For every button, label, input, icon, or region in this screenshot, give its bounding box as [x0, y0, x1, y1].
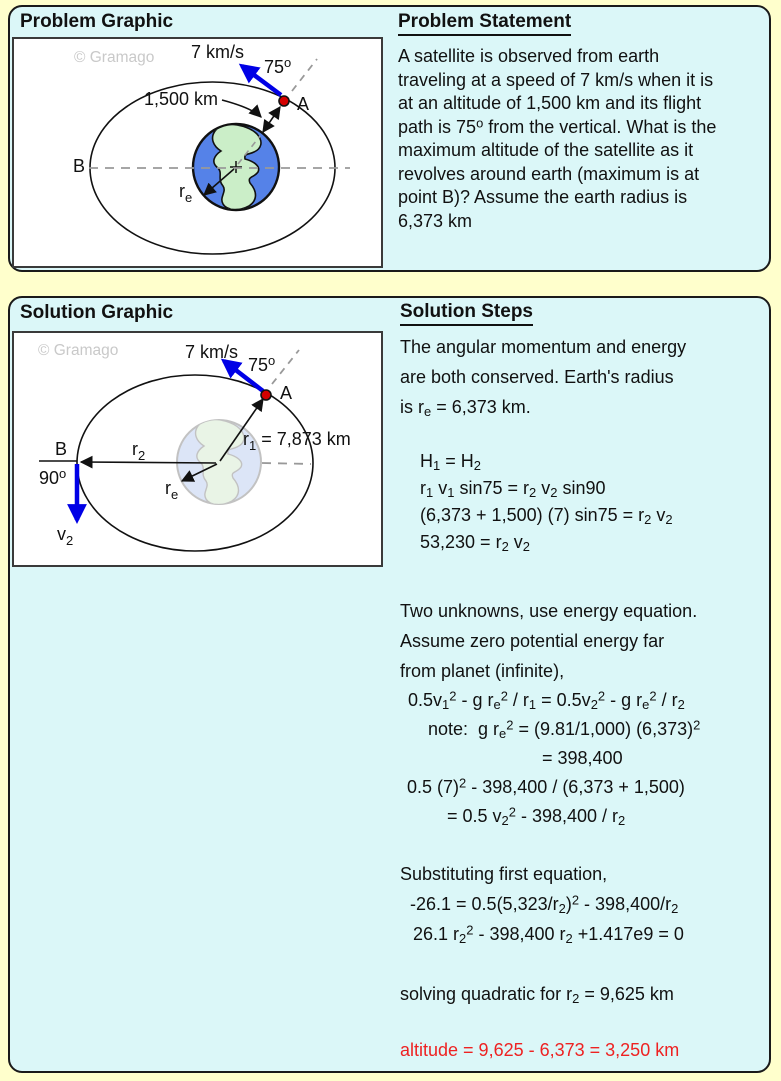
steps-line: $-26.1 = 0.5(5,323/r_2)^2 - 398,400/r_2$ — [410, 892, 679, 916]
altitude-leader — [222, 100, 261, 117]
earth-radius-label: $r_e$ — [165, 478, 179, 502]
steps-line: $53,230 = r_2$ $v_2$ — [420, 532, 531, 554]
steps-line: is $r_e = 6,373$ km. — [400, 397, 531, 419]
watermark: © Gramago — [74, 49, 155, 66]
r1-label: $r_1 = 7,873$ km — [243, 429, 351, 453]
steps-line: solving quadratic for $r_2 = 9,625$ km — [400, 984, 674, 1006]
steps-block — [400, 596, 772, 686]
statement-line: point B)? Assume the earth radius is — [398, 187, 688, 207]
steps-line: Substituting first equation, — [400, 864, 608, 884]
earth-radius-label: $r_e$ — [179, 181, 193, 205]
steps-line: note: g $r_e^2 = (9.81/1,000)$ $(6,373)^2$ — [428, 717, 701, 741]
steps-line: $H_1 = H_2$ — [420, 451, 481, 473]
steps-block — [400, 332, 772, 422]
statement-line: maximum altitude of the satellite as it — [398, 140, 694, 160]
steps-line: = 398,400 — [542, 748, 623, 768]
steps-line: are both conserved. Earth's radius — [400, 367, 674, 387]
velocity-label: 7 km/s — [191, 42, 245, 62]
statement-line: 6,373 km — [398, 210, 473, 231]
statement-line: A satellite is observed from earth — [398, 46, 660, 66]
point-a-label: A — [280, 383, 293, 403]
point-b-label: B — [73, 156, 86, 176]
solution-steps-heading: Solution Steps — [400, 301, 533, 326]
steps-line: $r_1$ $v_1$ $\sin 75 = r_2$ $v_2$ sin90 — [420, 478, 606, 500]
steps-line: = 0.5 $v_2^2 - 398,400 / r_2$ — [447, 804, 626, 828]
angle-label: 75$^o$ — [248, 353, 276, 375]
point-a-label: A — [297, 94, 310, 114]
b-angle-label: 90$^o$ — [39, 466, 67, 488]
point-a-dot — [261, 390, 271, 400]
solution-diagram — [14, 333, 381, 565]
altitude-label: 1,500 km — [144, 89, 219, 109]
steps-line: 0.5 $(7)^2 - 398,400 / (6,373 + 1,500)$ — [407, 775, 685, 797]
apogee-axis-dashline — [262, 463, 311, 464]
point-b-label: B — [55, 439, 68, 459]
solution-diagram-box — [12, 331, 383, 567]
steps-block — [400, 686, 772, 831]
steps-block — [400, 448, 772, 556]
v2-label: $v_2$ — [57, 524, 74, 548]
steps-line: from planet (infinite), — [400, 661, 565, 681]
problem-diagram-box — [12, 37, 383, 268]
steps-line: $0.5v_1^2$ - g $r_e^2 / r_1 = 0.5v_2^2 - g$ $r_e^2 / r_2$ — [408, 688, 685, 712]
solution-steps — [400, 301, 772, 1065]
result-line: altitude = 9,625 - 6,373 = 3,250 km — [400, 1040, 680, 1060]
statement-line: path is 75$^o$ from the vertical. What is the — [398, 115, 717, 137]
problem-statement — [398, 11, 728, 233]
altitude-arrow — [263, 107, 280, 132]
r2-label: $r_2$ — [132, 439, 146, 463]
problem-graphic-title: Problem Graphic — [20, 11, 174, 32]
solution-steps-body — [400, 332, 772, 1065]
steps-block — [400, 1035, 772, 1065]
steps-line: 26.1 $r_2^2 - 398,400$ $r_2 +1.417e9 = 0$ — [413, 922, 684, 946]
steps-line: Two unknowns, use energy equation. — [400, 601, 698, 621]
problem-statement-heading: Problem Statement — [398, 11, 571, 36]
problem-diagram — [14, 39, 381, 266]
flightpath-dashline — [292, 59, 317, 91]
steps-line: (6,373 + 1,500) (7) $\sin 75 = r_2$ $v_2$ — [420, 505, 673, 527]
watermark: © Gramago — [38, 342, 119, 359]
steps-block — [400, 979, 772, 1009]
steps-line: The angular momentum and energy — [400, 337, 687, 357]
steps-line: Assume zero potential energy far — [400, 631, 665, 651]
point-a-dot — [279, 96, 289, 106]
statement-line: revolves around earth (maximum is at — [398, 163, 700, 184]
statement-text — [398, 45, 728, 233]
statement-line: traveling at a speed of 7 km/s when it is — [398, 69, 714, 90]
velocity-label: 7 km/s — [185, 342, 239, 362]
steps-block — [400, 859, 772, 949]
solution-graphic-title: Solution Graphic — [20, 302, 174, 323]
flightpath-dashline — [272, 350, 299, 384]
r2-arrow — [81, 462, 216, 463]
earth — [193, 124, 279, 210]
angle-label: 75$^o$ — [264, 55, 292, 77]
statement-line: at an altitude of 1,500 km and its flight — [398, 93, 702, 113]
